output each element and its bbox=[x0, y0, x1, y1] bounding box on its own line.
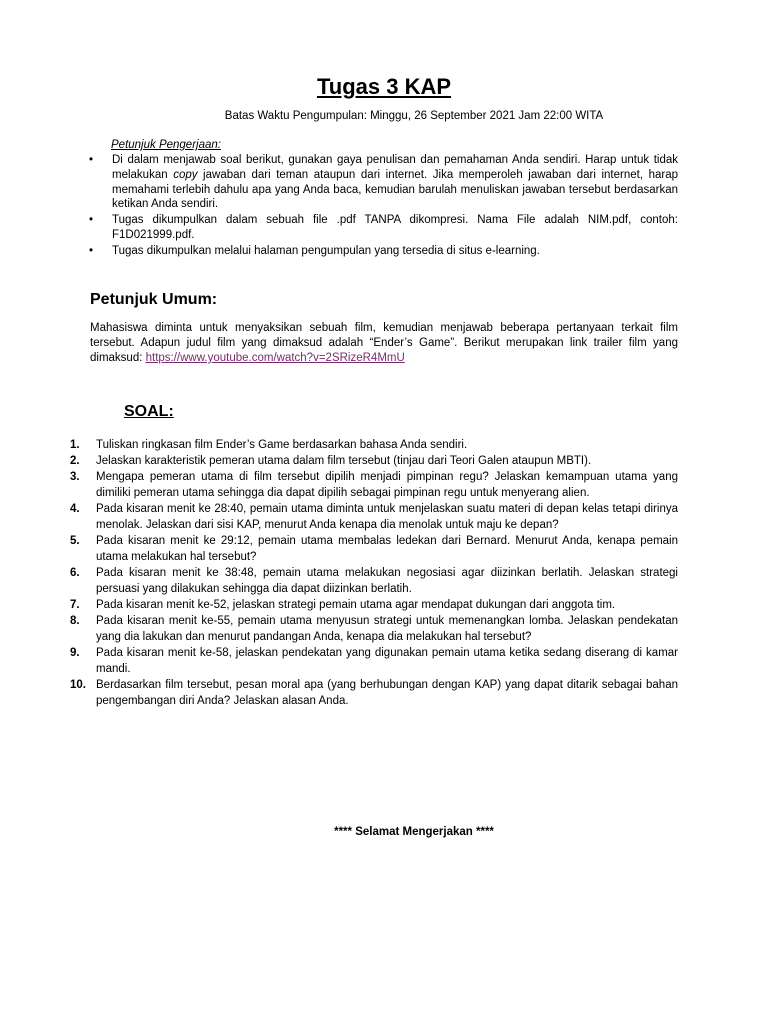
deadline-text: Batas Waktu Pengumpulan: Minggu, 26 September 2021 Jam 22:00 WITA bbox=[224, 110, 604, 122]
instruction-text: Tugas dikumpulkan dalam sebuah file .pdf TANPA dikompresi. Nama File adalah NIM.pdf, contoh: F1D021999.pdf. bbox=[112, 214, 678, 241]
trailer-link[interactable]: https://www.youtube.com/watch?v=2SRizeR4MmU bbox=[145, 352, 405, 364]
question-text: Pada kisaran menit ke 38:48, pemain utama melakukan negosiasi agar diizinkan berlatih. Jelaskan strategi persuasi yang dilakukan sehingga dia dapat diizinkan berlatih. bbox=[96, 567, 678, 595]
question-text: Pada kisaran menit ke 29:12, pemain utama membalas ledekan dari Bernard. Menurut Anda, kenapa pemain utama melakukan hal tersebut? bbox=[96, 535, 678, 563]
instructions-list bbox=[89, 153, 678, 260]
general-heading: Petunjuk Umum: bbox=[90, 291, 218, 308]
question-item bbox=[70, 437, 678, 453]
question-text: Pada kisaran menit ke-55, pemain utama menyusun strategi untuk memenangkan lomba. Jelaskan pendekatan yang dia lakukan dan menurut pandangan Anda, kenapa dia melakukan hal tersebut? bbox=[96, 615, 678, 643]
page-title: Tugas 3 KAP bbox=[316, 74, 452, 99]
question-text: Pada kisaran menit ke-52, jelaskan strategi pemain utama agar mendapat dukungan dari anggota tim. bbox=[96, 599, 616, 611]
question-number: 2. bbox=[70, 455, 80, 467]
instruction-text: Tugas dikumpulkan melalui halaman pengumpulan yang tersedia di situs e-learning. bbox=[112, 244, 540, 257]
question-item bbox=[70, 565, 678, 597]
question-text: Pada kisaran menit ke-58, jelaskan pendekatan yang digunakan pemain utama ketika sedang diserang di kamar mandi. bbox=[96, 647, 678, 675]
instructions-label: Petunjuk Pengerjaan: bbox=[111, 139, 221, 151]
question-text: Berdasarkan film tersebut, pesan moral apa (yang berhubungan dengan KAP) yang dapat ditarik sebagai bahan pengembangan diri Anda? Jelaskan alasan Anda. bbox=[96, 679, 678, 707]
question-number: 7. bbox=[70, 599, 80, 611]
question-text: Tuliskan ringkasan film Ender’s Game berdasarkan bahasa Anda sendiri. bbox=[96, 439, 468, 451]
question-number: 5. bbox=[70, 535, 80, 547]
closing-text: **** Selamat Mengerjakan **** bbox=[334, 826, 494, 838]
question-item bbox=[70, 645, 678, 677]
question-text: Mengapa pemeran utama di film tersebut dipilih menjadi pimpinan regu? Jelaskan kemampuan utama yang dimiliki pemeran utama sehingga dia dapat dipilih sebagai pimpinan regu untuk menyerang alien. bbox=[96, 471, 678, 499]
question-number: 3. bbox=[70, 471, 80, 483]
question-number: 1. bbox=[70, 439, 80, 451]
soal-heading: SOAL: bbox=[124, 403, 174, 420]
question-text: Pada kisaran menit ke 28:40, pemain utama diminta untuk menjelaskan suatu materi di depan kelas tetapi dirinya menolak. Jelaskan dari sisi KAP, menurut Anda kenapa dia menolak untuk maju ke depan? bbox=[96, 503, 678, 531]
instruction-text: Di dalam menjawab soal berikut, gunakan gaya penulisan dan pemahaman Anda sendiri. Harap untuk tidak melakukan bbox=[112, 154, 678, 181]
question-number: 4. bbox=[70, 503, 80, 515]
instruction-italic: copy bbox=[173, 168, 198, 181]
general-paragraph: Mahasiswa diminta untuk menyaksikan sebuah film, kemudian menjawab beberapa pertanyaan terkait film tersebut. Adapun judul film yang dimaksud adalah “Ender’s Game”. Berikut merupakan link trailer film yang dimaksud: bbox=[90, 322, 678, 364]
question-number: 6. bbox=[70, 567, 80, 579]
question-number: 8. bbox=[70, 615, 80, 627]
question-item bbox=[70, 453, 678, 469]
question-item bbox=[70, 597, 678, 613]
instruction-text: jawaban dari teman ataupun dari internet. Jika memperoleh jawaban dari internet, harap memahami terlebih dahulu apa yang Anda baca, kemudian barulah menuliskan jawaban tersebut berdasarkan ketikan Anda sendiri. bbox=[112, 168, 678, 211]
question-item bbox=[70, 613, 678, 645]
question-item bbox=[70, 533, 678, 565]
question-number: 10. bbox=[70, 679, 86, 691]
question-number: 9. bbox=[70, 647, 80, 659]
bullet-icon: • bbox=[89, 154, 94, 166]
general-text bbox=[90, 321, 678, 366]
question-item bbox=[70, 469, 678, 501]
instruction-item bbox=[89, 213, 678, 243]
bullet-icon: • bbox=[89, 214, 94, 227]
question-item bbox=[70, 677, 678, 709]
instruction-item bbox=[89, 153, 678, 212]
question-item bbox=[70, 501, 678, 533]
instruction-item bbox=[89, 244, 678, 259]
questions-list bbox=[70, 437, 678, 709]
question-text: Jelaskan karakteristik pemeran utama dalam film tersebut (tinjau dari Teori Galen ataupun MBTI). bbox=[96, 455, 592, 467]
bullet-icon: • bbox=[89, 244, 94, 257]
